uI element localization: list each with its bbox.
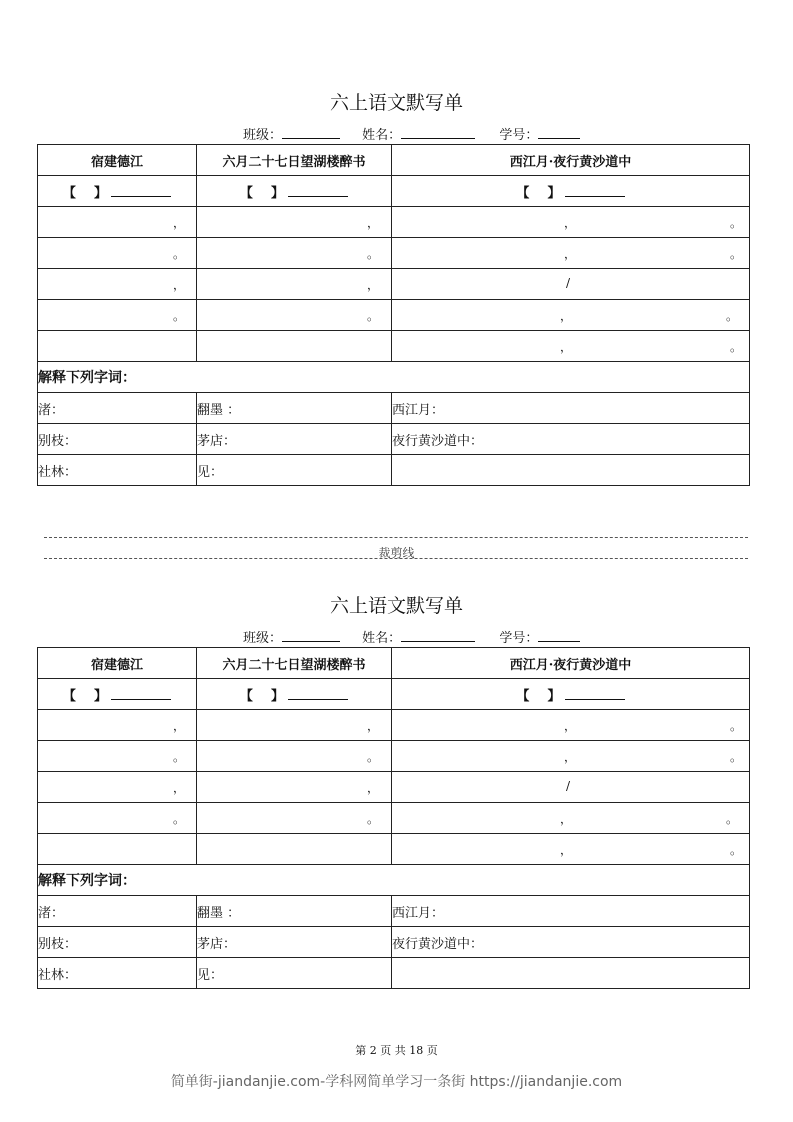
def-shelin[interactable]: 社林： xyxy=(38,958,197,989)
line-blank[interactable]: ， xyxy=(38,710,197,741)
line-blank[interactable]: ， xyxy=(38,772,197,803)
line-blank[interactable]: ， 。 xyxy=(392,803,750,834)
line-blank[interactable]: ， xyxy=(197,269,392,300)
line-row-4 xyxy=(38,300,750,331)
line-blank[interactable]: / xyxy=(392,772,750,803)
name-label: 姓名： xyxy=(362,631,402,646)
def-row-2 xyxy=(38,424,750,455)
line-blank[interactable]: ， 。 xyxy=(392,207,750,238)
author-blank-2[interactable]: 【 】 xyxy=(197,176,392,207)
explain-heading: 解释下列字词： xyxy=(38,362,750,393)
class-label: 班级： xyxy=(243,631,283,646)
cut-line-label: 裁剪线 xyxy=(378,546,415,560)
line-blank[interactable]: ， xyxy=(38,207,197,238)
line-blank[interactable] xyxy=(38,331,197,362)
def-fanmo[interactable]: 翻墨 ： xyxy=(197,896,392,927)
line-blank[interactable]: ， 。 xyxy=(392,331,750,362)
def-biezhi[interactable]: 别枝： xyxy=(38,424,197,455)
line-blank[interactable]: 。 xyxy=(38,238,197,269)
line-blank[interactable]: 。 xyxy=(38,300,197,331)
line-blank[interactable]: ， xyxy=(197,207,392,238)
line-blank[interactable] xyxy=(197,834,392,865)
def-row-1 xyxy=(38,896,750,927)
poem-title-1: 宿建德江 xyxy=(38,648,197,679)
line-blank[interactable]: ， 。 xyxy=(392,741,750,772)
line-blank[interactable]: ， xyxy=(197,710,392,741)
id-label: 学号： xyxy=(499,631,539,646)
def-zhu[interactable]: 渚： xyxy=(38,393,197,424)
author-row xyxy=(38,679,750,710)
explain-heading-row xyxy=(38,362,750,393)
def-empty[interactable] xyxy=(392,455,750,486)
author-blank-2[interactable]: 【 】 xyxy=(197,679,392,710)
line-blank[interactable] xyxy=(197,331,392,362)
line-blank[interactable]: 。 xyxy=(197,803,392,834)
name-label: 姓名： xyxy=(362,128,402,143)
cut-line-top xyxy=(44,537,748,538)
id-blank[interactable] xyxy=(538,629,580,642)
def-yexing[interactable]: 夜行黄沙道中： xyxy=(392,424,750,455)
line-row-2 xyxy=(38,741,750,772)
def-maodian[interactable]: 茅店： xyxy=(197,927,392,958)
line-blank[interactable]: ， xyxy=(197,772,392,803)
line-blank[interactable]: 。 xyxy=(197,300,392,331)
def-yexing[interactable]: 夜行黄沙道中： xyxy=(392,927,750,958)
def-empty[interactable] xyxy=(392,958,750,989)
line-blank[interactable]: ， 。 xyxy=(392,238,750,269)
poem-title-2: 六月二十七日望湖楼醉书 xyxy=(197,648,392,679)
page-number: 第 2 页 共 18 页 xyxy=(355,1044,438,1057)
def-jian[interactable]: 见： xyxy=(197,958,392,989)
line-blank[interactable]: 。 xyxy=(38,741,197,772)
class-blank[interactable] xyxy=(282,629,340,642)
line-blank[interactable]: 。 xyxy=(197,741,392,772)
explain-heading: 解释下列字词： xyxy=(38,865,750,896)
line-blank[interactable]: 。 xyxy=(38,803,197,834)
def-row-3 xyxy=(38,455,750,486)
dictation-table xyxy=(37,647,750,989)
line-row-2 xyxy=(38,238,750,269)
class-blank[interactable] xyxy=(282,126,340,139)
def-xijiangyue[interactable]: 西江月： xyxy=(392,896,750,927)
line-blank[interactable]: ， xyxy=(38,269,197,300)
line-blank[interactable]: / xyxy=(392,269,750,300)
line-row-3 xyxy=(38,772,750,803)
class-label: 班级： xyxy=(243,128,283,143)
def-row-1 xyxy=(38,393,750,424)
def-xijiangyue[interactable]: 西江月： xyxy=(392,393,750,424)
author-blank-3[interactable]: 【 】 xyxy=(392,679,750,710)
def-jian[interactable]: 见： xyxy=(197,455,392,486)
poem-header-row xyxy=(38,648,750,679)
name-blank[interactable] xyxy=(401,126,475,139)
def-row-2 xyxy=(38,927,750,958)
id-label: 学号： xyxy=(499,128,539,143)
id-blank[interactable] xyxy=(538,126,580,139)
site-footer[interactable]: 简单街-jiandanjie.com-学科网简单学习一条街 https://jiandanjie.com xyxy=(170,1074,623,1090)
name-blank[interactable] xyxy=(401,629,475,642)
line-row-1 xyxy=(38,207,750,238)
line-blank[interactable]: ， 。 xyxy=(392,710,750,741)
line-row-3 xyxy=(38,269,750,300)
page-title: 六上语文默写单 xyxy=(329,595,463,617)
poem-title-3: 西江月·夜行黄沙道中 xyxy=(392,145,750,176)
def-maodian[interactable]: 茅店： xyxy=(197,424,392,455)
line-blank[interactable]: 。 xyxy=(197,238,392,269)
author-blank-1[interactable]: 【 】 xyxy=(38,176,197,207)
student-info xyxy=(243,124,580,143)
line-row-5 xyxy=(38,331,750,362)
def-fanmo[interactable]: 翻墨 ： xyxy=(197,393,392,424)
explain-heading-row xyxy=(38,865,750,896)
dictation-table xyxy=(37,144,750,486)
cut-line-bottom xyxy=(44,558,748,559)
line-blank[interactable] xyxy=(38,834,197,865)
line-row-4 xyxy=(38,803,750,834)
poem-title-3: 西江月·夜行黄沙道中 xyxy=(392,648,750,679)
line-row-1 xyxy=(38,710,750,741)
poem-header-row xyxy=(38,145,750,176)
line-row-5 xyxy=(38,834,750,865)
def-zhu[interactable]: 渚： xyxy=(38,896,197,927)
line-blank[interactable]: ， 。 xyxy=(392,300,750,331)
author-blank-1[interactable]: 【 】 xyxy=(38,679,197,710)
def-shelin[interactable]: 社林： xyxy=(38,455,197,486)
def-row-3 xyxy=(38,958,750,989)
student-info xyxy=(243,627,580,646)
def-biezhi[interactable]: 别枝： xyxy=(38,927,197,958)
poem-title-1: 宿建德江 xyxy=(38,145,197,176)
poem-title-2: 六月二十七日望湖楼醉书 xyxy=(197,145,392,176)
line-blank[interactable]: ， 。 xyxy=(392,834,750,865)
page-title: 六上语文默写单 xyxy=(329,92,463,114)
author-blank-3[interactable]: 【 】 xyxy=(392,176,750,207)
author-row xyxy=(38,176,750,207)
